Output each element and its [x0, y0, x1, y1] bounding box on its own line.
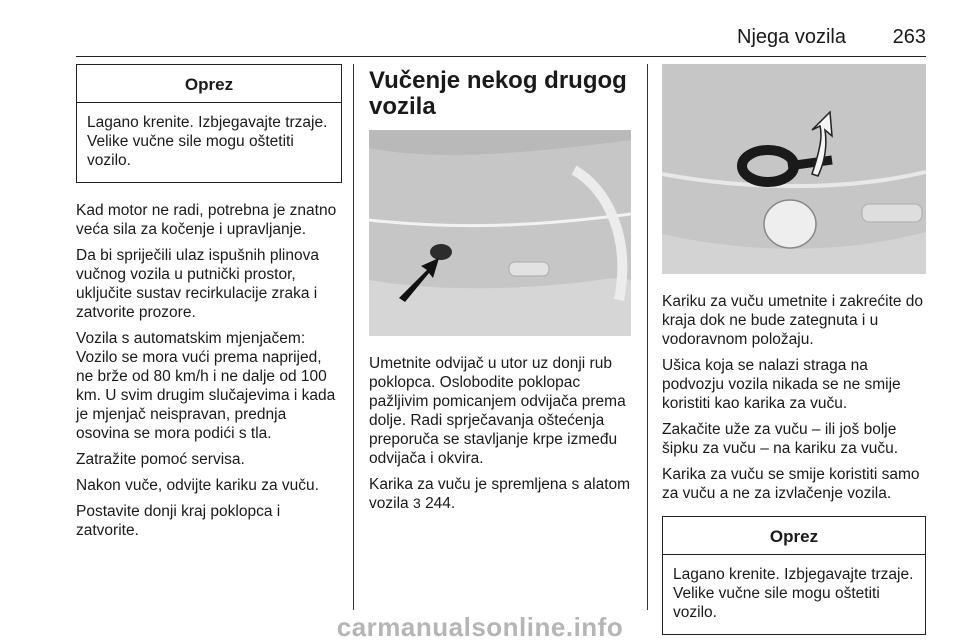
right-column: [662, 64, 926, 635]
section-title: Vučenje nekog drugog vozila: [369, 67, 627, 120]
paragraph: Kad motor ne radi, potrebna je znatno veća sila za kočenje i upravljanje.: [76, 202, 337, 238]
paragraph: Postavite donji kraj poklopca i zatvorite.: [76, 503, 281, 539]
paragraph: Zatražite pomoć servisa.: [76, 451, 245, 468]
figure-bumper-cover: [369, 130, 631, 336]
paragraph: Da bi spriječili ulaz ispušnih plinova vučnog vozila u putnički prostor, uključite sustav recirkulacije zraka i zatvorite prozore.: [76, 247, 319, 321]
paragraph: Kariku za vuču umetnite i zakrećite do kraja dok ne bude zategnuta i u vodoravnom položaju.: [662, 293, 924, 348]
column-divider-2: [647, 64, 648, 610]
paragraph: Nakon vuče, odvijte kariku za vuču.: [76, 477, 319, 494]
page-header: [76, 26, 926, 56]
caution-title: Oprez: [77, 65, 341, 103]
header-title: Njega vozila: [737, 26, 846, 48]
page-number: 263: [892, 26, 926, 48]
paragraph: Vozila s automatskim mjenjačem: Vozilo se mora vući prema naprijed, ne brže od 80 km/h i ne dalje od 100 km. U svim drugim slučajevima i kada je mjenjač neispravan, prednja osovina se mora podići s tla.: [76, 330, 336, 442]
caution-box: [76, 64, 342, 183]
header-rule: [76, 56, 926, 57]
caution-title: Oprez: [663, 517, 925, 555]
paragraph: Ušica koja se nalazi straga na podvozju vozila nikada se ne smije koristiti kao karika za vuču.: [662, 357, 901, 412]
paragraph: Karika za vuču se smije koristiti samo za vuču a ne za izvlačenje vozila.: [662, 466, 920, 502]
caution-text: Lagano krenite. Izbjegavajte trzaje. Velike vučne sile mogu oštetiti vozilo.: [87, 114, 328, 169]
column-divider-1: [353, 64, 354, 610]
page-reference-icon: 3: [412, 495, 421, 511]
bumper-illustration: [369, 130, 631, 336]
caution-text: Lagano krenite. Izbjegavajte trzaje. Velike vučne sile mogu oštetiti vozilo.: [673, 566, 914, 621]
left-column: [76, 64, 342, 547]
paragraph-reference: [369, 475, 633, 513]
reference-text: Karika za vuču je spremljena s alatom vozila: [369, 476, 631, 512]
figure-tow-eye: [662, 64, 926, 274]
tow-eye-illustration: [662, 64, 926, 274]
reference-page-link[interactable]: 244.: [425, 495, 456, 512]
paragraph: Umetnite odvijač u utor uz donji rub poklopca. Oslobodite poklopac pažljivim pomicanjem odvijača prema dolje. Radi sprječavanja oštećenja preporuča se stavljanje krpe između odvijača i okvira.: [369, 355, 626, 467]
watermark: carmanualsonline.info: [336, 612, 624, 642]
paragraph: Zakačite uže za vuču – ili još bolje šipku za vuču – na kariku za vuču.: [662, 421, 899, 457]
middle-column: [369, 64, 633, 520]
